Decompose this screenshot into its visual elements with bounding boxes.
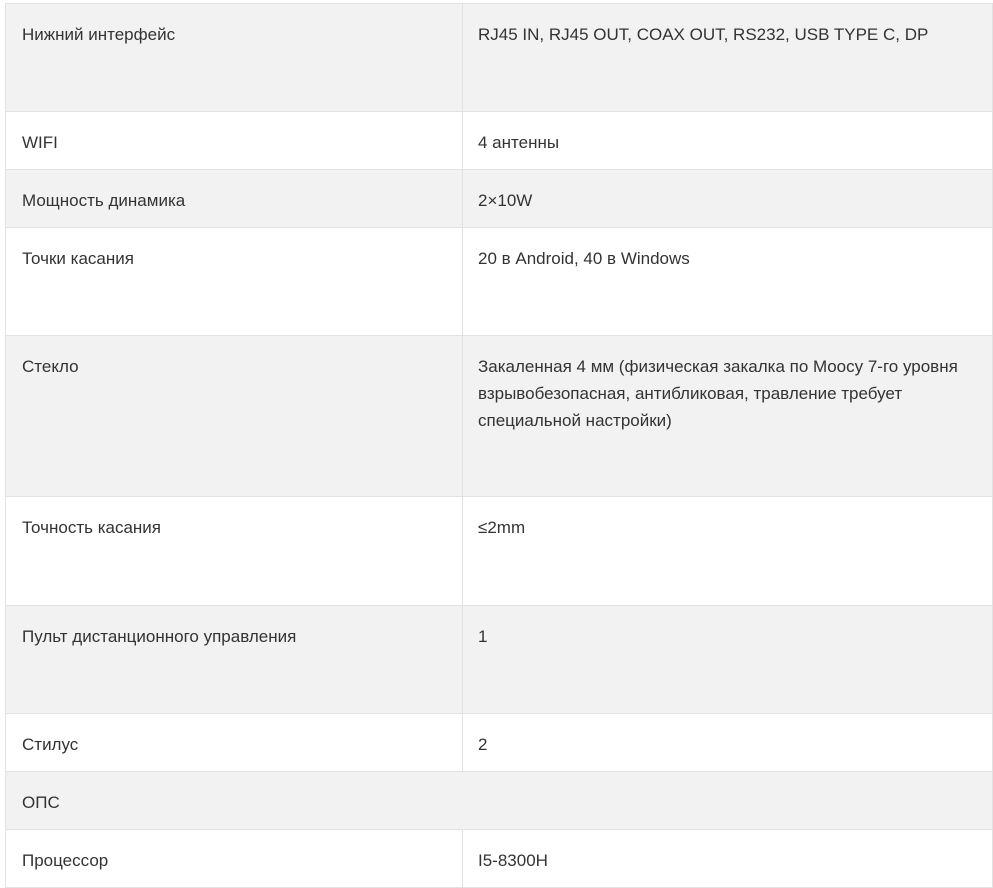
- spec-label: Пульт дистанционного управления: [6, 606, 463, 714]
- table-row: [6, 228, 993, 336]
- spec-label: Мощность динамика: [6, 170, 463, 228]
- table-row: [6, 830, 993, 888]
- spec-label: Стилус: [6, 714, 463, 772]
- spec-value: Закаленная 4 мм (физическая закалка по Moocy 7-го уровня взрывобезопасная, антибликовая, травление требует специальной настройки): [463, 336, 993, 497]
- spec-value: 20 в Android, 40 в Windows: [463, 228, 993, 336]
- spec-value: 1: [463, 606, 993, 714]
- table-row: [6, 714, 993, 772]
- spec-label: WIFI: [6, 112, 463, 170]
- spec-value: 4 антенны: [463, 112, 993, 170]
- table-row: [6, 170, 993, 228]
- section-row: [6, 772, 993, 830]
- spec-label: Точки касания: [6, 228, 463, 336]
- table-row: [6, 497, 993, 606]
- spec-value: 2: [463, 714, 993, 772]
- spec-label: Стекло: [6, 336, 463, 497]
- spec-value: RJ45 IN, RJ45 OUT, COAX OUT, RS232, USB TYPE C, DP: [463, 4, 993, 112]
- table-row: [6, 4, 993, 112]
- spec-value: 2×10W: [463, 170, 993, 228]
- table-row: [6, 112, 993, 170]
- spec-table: [5, 3, 993, 888]
- spec-label: Процессор: [6, 830, 463, 888]
- spec-value: I5-8300H: [463, 830, 993, 888]
- table-row: [6, 606, 993, 714]
- spec-value: ≤2mm: [463, 497, 993, 606]
- table-row: [6, 336, 993, 497]
- spec-label: Точность касания: [6, 497, 463, 606]
- spec-label: Нижний интерфейс: [6, 4, 463, 112]
- section-label: ОПС: [6, 772, 993, 830]
